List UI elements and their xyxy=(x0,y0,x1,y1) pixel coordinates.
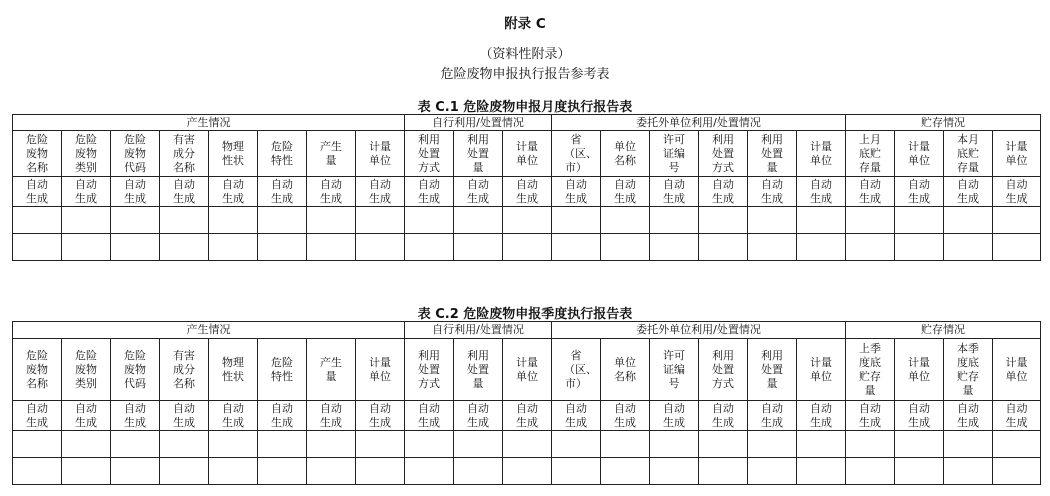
empty-data-cell[interactable] xyxy=(993,234,1041,261)
column-header-label: 危险废物类别 xyxy=(75,348,97,390)
column-header-label: 物理性状 xyxy=(222,139,244,167)
empty-data-cell[interactable] xyxy=(356,431,405,458)
empty-data-cell[interactable] xyxy=(797,458,846,485)
column-header-cell xyxy=(993,131,1041,177)
empty-data-cell[interactable] xyxy=(13,431,62,458)
group-header-cell: 产生情况 xyxy=(13,115,405,131)
empty-data-cell[interactable] xyxy=(895,431,944,458)
auto-generated-label: 自动生成 xyxy=(271,177,293,205)
column-header-label: 危险废物名称 xyxy=(26,348,48,390)
empty-data-cell[interactable] xyxy=(552,207,601,234)
auto-generated-cell xyxy=(699,177,748,207)
empty-data-cell[interactable] xyxy=(552,458,601,485)
empty-data-cell[interactable] xyxy=(160,431,209,458)
auto-generated-cell xyxy=(62,401,111,431)
empty-data-cell[interactable] xyxy=(454,207,503,234)
empty-data-cell[interactable] xyxy=(13,458,62,485)
empty-data-cell[interactable] xyxy=(699,431,748,458)
empty-data-cell[interactable] xyxy=(797,234,846,261)
auto-generated-cell xyxy=(258,177,307,207)
column-header-cell xyxy=(944,131,993,177)
column-header-label: 利用处置量 xyxy=(761,348,783,390)
auto-generated-cell xyxy=(62,177,111,207)
empty-data-cell[interactable] xyxy=(797,207,846,234)
column-header-cell xyxy=(454,339,503,401)
empty-data-cell[interactable] xyxy=(895,458,944,485)
auto-generated-cell xyxy=(258,401,307,431)
column-header-row xyxy=(13,131,1041,177)
empty-data-cell[interactable] xyxy=(846,207,895,234)
empty-data-cell[interactable] xyxy=(601,207,650,234)
empty-data-cell[interactable] xyxy=(356,234,405,261)
column-header-cell xyxy=(650,131,699,177)
group-header-cell: 贮存情况 xyxy=(846,322,1041,339)
column-header-label: 利用处置方式 xyxy=(418,348,440,390)
empty-data-cell[interactable] xyxy=(748,431,797,458)
empty-data-cell[interactable] xyxy=(62,458,111,485)
auto-generated-cell xyxy=(454,177,503,207)
column-header-cell xyxy=(552,131,601,177)
empty-data-cell[interactable] xyxy=(356,458,405,485)
auto-generated-label: 自动生成 xyxy=(320,401,342,429)
column-header-cell xyxy=(552,339,601,401)
column-header-cell xyxy=(846,131,895,177)
column-header-cell xyxy=(846,339,895,401)
column-header-label: 本月底贮存量 xyxy=(957,132,979,174)
auto-generated-cell xyxy=(650,401,699,431)
empty-data-cell[interactable] xyxy=(699,207,748,234)
auto-generated-cell xyxy=(13,401,62,431)
auto-generated-label: 自动生成 xyxy=(761,177,783,205)
auto-generated-cell xyxy=(895,177,944,207)
empty-data-cell[interactable] xyxy=(356,207,405,234)
empty-data-cell[interactable] xyxy=(307,458,356,485)
auto-generated-cell xyxy=(552,177,601,207)
column-header-label: 有害成分名称 xyxy=(173,348,195,390)
column-header-cell xyxy=(356,339,405,401)
empty-data-cell[interactable] xyxy=(748,234,797,261)
auto-generated-label: 自动生成 xyxy=(614,401,636,429)
auto-generated-label: 自动生成 xyxy=(761,401,783,429)
empty-data-cell[interactable] xyxy=(993,458,1041,485)
auto-generated-label: 自动生成 xyxy=(26,401,48,429)
auto-generated-cell xyxy=(307,401,356,431)
column-header-cell xyxy=(503,339,552,401)
empty-data-cell[interactable] xyxy=(993,207,1041,234)
empty-data-cell[interactable] xyxy=(944,234,993,261)
auto-generated-label: 自动生成 xyxy=(712,401,734,429)
auto-generated-label: 自动生成 xyxy=(908,401,930,429)
empty-data-cell[interactable] xyxy=(62,207,111,234)
auto-generated-label: 自动生成 xyxy=(173,177,195,205)
column-header-label: 计量单位 xyxy=(516,139,538,167)
auto-generated-label: 自动生成 xyxy=(663,177,685,205)
auto-generated-cell xyxy=(111,401,160,431)
auto-generated-cell xyxy=(748,177,797,207)
auto-generated-row xyxy=(13,401,1041,431)
auto-generated-label: 自动生成 xyxy=(369,177,391,205)
group-header-cell: 贮存情况 xyxy=(846,115,1041,131)
empty-data-cell[interactable] xyxy=(62,234,111,261)
column-header-cell xyxy=(111,131,160,177)
empty-data-cell[interactable] xyxy=(944,207,993,234)
empty-data-cell[interactable] xyxy=(846,431,895,458)
column-header-cell xyxy=(797,339,846,401)
empty-data-cell[interactable] xyxy=(209,458,258,485)
auto-generated-cell xyxy=(356,177,405,207)
auto-generated-cell xyxy=(944,401,993,431)
column-header-cell xyxy=(13,339,62,401)
empty-data-cell[interactable] xyxy=(601,458,650,485)
empty-data-cell[interactable] xyxy=(258,458,307,485)
column-header-label: 计量单位 xyxy=(369,139,391,167)
column-header-label: 上季度底贮存量 xyxy=(859,341,881,397)
column-header-cell xyxy=(454,131,503,177)
empty-data-cell[interactable] xyxy=(307,207,356,234)
column-header-cell xyxy=(797,131,846,177)
auto-generated-label: 自动生成 xyxy=(124,401,146,429)
column-header-cell xyxy=(748,339,797,401)
column-header-cell xyxy=(503,131,552,177)
empty-data-cell[interactable] xyxy=(405,458,454,485)
group-header-row xyxy=(13,322,1041,339)
column-header-cell xyxy=(13,131,62,177)
empty-data-cell[interactable] xyxy=(258,207,307,234)
empty-data-cell[interactable] xyxy=(13,207,62,234)
auto-generated-label: 自动生成 xyxy=(1005,401,1028,429)
column-header-cell xyxy=(895,339,944,401)
column-header-label: 计量单位 xyxy=(908,355,930,383)
empty-data-cell[interactable] xyxy=(552,234,601,261)
auto-generated-label: 自动生成 xyxy=(516,177,538,205)
column-header-cell xyxy=(62,339,111,401)
auto-generated-label: 自动生成 xyxy=(565,177,587,205)
auto-generated-label: 自动生成 xyxy=(75,177,97,205)
auto-generated-label: 自动生成 xyxy=(908,177,930,205)
group-header-cell: 委托外单位利用/处置情况 xyxy=(552,322,846,339)
auto-generated-cell xyxy=(650,177,699,207)
column-header-cell xyxy=(650,339,699,401)
auto-generated-cell xyxy=(601,177,650,207)
auto-generated-cell xyxy=(846,177,895,207)
empty-data-cell[interactable] xyxy=(111,234,160,261)
empty-data-cell[interactable] xyxy=(405,234,454,261)
auto-generated-cell xyxy=(944,177,993,207)
empty-data-cell[interactable] xyxy=(650,234,699,261)
column-header-row xyxy=(13,339,1041,401)
column-header-label: 危险废物代码 xyxy=(124,132,146,174)
empty-data-row xyxy=(13,431,1041,458)
auto-generated-label: 自动生成 xyxy=(222,177,244,205)
column-header-cell xyxy=(307,339,356,401)
column-header-label: 本季度底贮存量 xyxy=(957,341,979,397)
empty-data-cell[interactable] xyxy=(503,234,552,261)
column-header-cell xyxy=(258,339,307,401)
empty-data-cell[interactable] xyxy=(944,458,993,485)
group-header-cell: 自行利用/处置情况 xyxy=(405,115,552,131)
column-header-label: 利用处置量 xyxy=(467,132,489,174)
column-header-cell xyxy=(62,131,111,177)
column-header-cell xyxy=(160,339,209,401)
auto-generated-row xyxy=(13,177,1041,207)
column-header-label: 单位名称 xyxy=(614,139,636,167)
auto-generated-cell xyxy=(405,401,454,431)
auto-generated-label: 自动生成 xyxy=(418,401,440,429)
empty-data-cell[interactable] xyxy=(748,207,797,234)
column-header-cell xyxy=(601,339,650,401)
column-header-cell xyxy=(993,339,1041,401)
auto-generated-label: 自动生成 xyxy=(418,177,440,205)
empty-data-cell[interactable] xyxy=(405,207,454,234)
empty-data-cell[interactable] xyxy=(699,234,748,261)
auto-generated-label: 自动生成 xyxy=(467,177,489,205)
auto-generated-cell xyxy=(797,401,846,431)
auto-generated-label: 自动生成 xyxy=(663,401,685,429)
empty-data-cell[interactable] xyxy=(160,458,209,485)
empty-data-cell[interactable] xyxy=(993,431,1041,458)
report-table-c1-container xyxy=(12,114,1040,261)
auto-generated-cell xyxy=(699,401,748,431)
column-header-cell xyxy=(944,339,993,401)
auto-generated-cell xyxy=(797,177,846,207)
table-caption-c2: 表 C.2 危险废物申报季度执行报告表 xyxy=(417,307,633,322)
auto-generated-cell xyxy=(895,401,944,431)
auto-generated-label: 自动生成 xyxy=(957,401,979,429)
column-header-label: 计量单位 xyxy=(516,355,538,383)
column-header-label: 许可证编号 xyxy=(663,348,685,390)
column-header-cell xyxy=(748,131,797,177)
empty-data-cell[interactable] xyxy=(601,431,650,458)
column-header-cell xyxy=(405,131,454,177)
column-header-cell xyxy=(699,339,748,401)
auto-generated-cell xyxy=(13,177,62,207)
empty-data-row xyxy=(13,458,1041,485)
column-header-label: 危险特性 xyxy=(271,355,293,383)
auto-generated-cell xyxy=(503,401,552,431)
auto-generated-label: 自动生成 xyxy=(467,401,489,429)
auto-generated-label: 自动生成 xyxy=(124,177,146,205)
empty-data-cell[interactable] xyxy=(552,431,601,458)
empty-data-cell[interactable] xyxy=(895,234,944,261)
empty-data-cell[interactable] xyxy=(748,458,797,485)
column-header-label: 利用处置量 xyxy=(467,348,489,390)
column-header-label: 利用处置量 xyxy=(761,132,783,174)
auto-generated-cell xyxy=(503,177,552,207)
auto-generated-cell xyxy=(111,177,160,207)
empty-data-row xyxy=(13,234,1041,261)
empty-data-cell[interactable] xyxy=(307,431,356,458)
auto-generated-label: 自动生成 xyxy=(222,401,244,429)
column-header-label: 单位名称 xyxy=(614,355,636,383)
empty-data-cell[interactable] xyxy=(503,207,552,234)
auto-generated-cell xyxy=(748,401,797,431)
column-header-label: 危险特性 xyxy=(271,139,293,167)
empty-data-cell[interactable] xyxy=(454,458,503,485)
column-header-cell xyxy=(405,339,454,401)
auto-generated-label: 自动生成 xyxy=(957,177,979,205)
auto-generated-label: 自动生成 xyxy=(320,177,342,205)
auto-generated-label: 自动生成 xyxy=(173,401,195,429)
auto-generated-cell xyxy=(993,401,1041,431)
column-header-label: 危险废物代码 xyxy=(124,348,146,390)
auto-generated-label: 自动生成 xyxy=(859,177,881,205)
column-header-cell xyxy=(699,131,748,177)
auto-generated-cell xyxy=(307,177,356,207)
empty-data-cell[interactable] xyxy=(209,234,258,261)
column-header-label: 计量单位 xyxy=(908,139,930,167)
auto-generated-label: 自动生成 xyxy=(271,401,293,429)
auto-generated-cell xyxy=(209,401,258,431)
auto-generated-cell xyxy=(405,177,454,207)
empty-data-cell[interactable] xyxy=(405,431,454,458)
auto-generated-label: 自动生成 xyxy=(516,401,538,429)
empty-data-cell[interactable] xyxy=(454,431,503,458)
empty-data-cell[interactable] xyxy=(111,207,160,234)
column-header-label: 利用处置方式 xyxy=(712,132,734,174)
column-header-cell xyxy=(160,131,209,177)
auto-generated-label: 自动生成 xyxy=(712,177,734,205)
report-table-c2-container xyxy=(12,321,1040,485)
empty-data-cell[interactable] xyxy=(307,234,356,261)
column-header-cell xyxy=(209,339,258,401)
auto-generated-label: 自动生成 xyxy=(810,401,832,429)
auto-generated-cell xyxy=(846,401,895,431)
report-table-quarterly xyxy=(12,321,1041,485)
appendix-title: 附录 C xyxy=(504,16,546,32)
group-header-cell: 自行利用/处置情况 xyxy=(405,322,552,339)
empty-data-cell[interactable] xyxy=(160,207,209,234)
auto-generated-label: 自动生成 xyxy=(614,177,636,205)
empty-data-cell[interactable] xyxy=(699,458,748,485)
empty-data-cell[interactable] xyxy=(650,458,699,485)
column-header-label: 危险废物类别 xyxy=(75,132,97,174)
empty-data-cell[interactable] xyxy=(944,431,993,458)
empty-data-cell[interactable] xyxy=(503,431,552,458)
column-header-label: 计量单位 xyxy=(369,355,391,383)
auto-generated-label: 自动生成 xyxy=(26,177,48,205)
column-header-cell xyxy=(895,131,944,177)
column-header-label: 计量单位 xyxy=(1005,355,1028,383)
empty-data-cell[interactable] xyxy=(111,431,160,458)
auto-generated-cell xyxy=(160,401,209,431)
auto-generated-cell xyxy=(209,177,258,207)
empty-data-cell[interactable] xyxy=(258,234,307,261)
column-header-label: 省（区、市） xyxy=(564,132,597,174)
column-header-label: 利用处置方式 xyxy=(712,348,734,390)
group-header-cell: 委托外单位利用/处置情况 xyxy=(552,115,846,131)
empty-data-cell[interactable] xyxy=(258,431,307,458)
empty-data-cell[interactable] xyxy=(503,458,552,485)
column-header-label: 危险废物名称 xyxy=(26,132,48,174)
empty-data-cell[interactable] xyxy=(209,431,258,458)
auto-generated-cell xyxy=(601,401,650,431)
group-header-cell: 产生情况 xyxy=(13,322,405,339)
empty-data-cell[interactable] xyxy=(846,458,895,485)
empty-data-cell[interactable] xyxy=(650,207,699,234)
empty-data-cell[interactable] xyxy=(209,207,258,234)
document-title: 危险废物申报执行报告参考表 xyxy=(440,67,610,82)
column-header-cell xyxy=(307,131,356,177)
empty-data-cell[interactable] xyxy=(160,234,209,261)
column-header-cell xyxy=(258,131,307,177)
group-header-row xyxy=(13,115,1041,131)
auto-generated-label: 自动生成 xyxy=(859,401,881,429)
empty-data-cell[interactable] xyxy=(895,207,944,234)
auto-generated-cell xyxy=(356,401,405,431)
auto-generated-cell xyxy=(993,177,1041,207)
empty-data-row xyxy=(13,207,1041,234)
column-header-label: 许可证编号 xyxy=(663,132,685,174)
auto-generated-label: 自动生成 xyxy=(75,401,97,429)
column-header-label: 省（区、市） xyxy=(564,348,597,390)
column-header-label: 物理性状 xyxy=(222,355,244,383)
auto-generated-cell xyxy=(160,177,209,207)
empty-data-cell[interactable] xyxy=(454,234,503,261)
empty-data-cell[interactable] xyxy=(13,234,62,261)
column-header-cell xyxy=(209,131,258,177)
auto-generated-cell xyxy=(454,401,503,431)
column-header-label: 利用处置方式 xyxy=(418,132,440,174)
column-header-cell xyxy=(111,339,160,401)
empty-data-cell[interactable] xyxy=(846,234,895,261)
column-header-label: 上月底贮存量 xyxy=(859,132,881,174)
empty-data-cell[interactable] xyxy=(650,431,699,458)
empty-data-cell[interactable] xyxy=(111,458,160,485)
empty-data-cell[interactable] xyxy=(797,431,846,458)
column-header-label: 产生量 xyxy=(320,139,342,167)
report-table-monthly xyxy=(12,114,1041,261)
column-header-cell xyxy=(601,131,650,177)
column-header-label: 计量单位 xyxy=(1005,139,1028,167)
auto-generated-cell xyxy=(552,401,601,431)
auto-generated-label: 自动生成 xyxy=(1005,177,1028,205)
auto-generated-label: 自动生成 xyxy=(369,401,391,429)
column-header-label: 计量单位 xyxy=(810,139,832,167)
column-header-label: 产生量 xyxy=(320,355,342,383)
appendix-note: （资料性附录） xyxy=(479,47,571,62)
column-header-cell xyxy=(356,131,405,177)
column-header-label: 有害成分名称 xyxy=(173,132,195,174)
empty-data-cell[interactable] xyxy=(62,431,111,458)
auto-generated-label: 自动生成 xyxy=(565,401,587,429)
auto-generated-label: 自动生成 xyxy=(810,177,832,205)
empty-data-cell[interactable] xyxy=(601,234,650,261)
column-header-label: 计量单位 xyxy=(810,355,832,383)
table-caption-c1: 表 C.1 危险废物申报月度执行报告表 xyxy=(417,100,633,115)
